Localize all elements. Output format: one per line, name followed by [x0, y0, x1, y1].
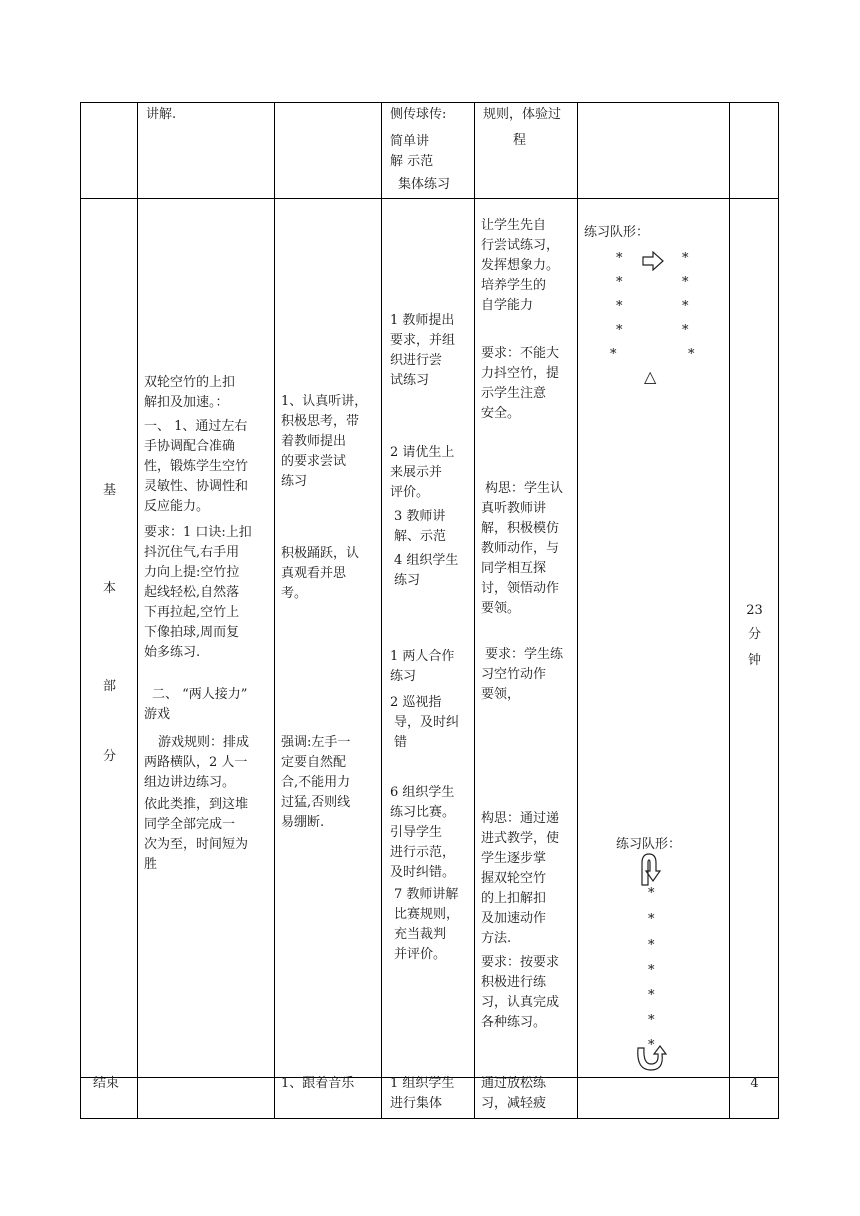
teacher-line: 1 组织学生 [390, 1076, 455, 1091]
table-row [81, 199, 779, 1078]
student-text: 1、跟着音乐 [281, 1076, 355, 1091]
teacher-cell [382, 1078, 475, 1119]
teacher-paragraph: 6 组织学生 练习比赛。 引导学生 进行示范， 及时纠错。 [390, 785, 456, 880]
section-char: 本 [103, 581, 117, 596]
star-marker: * [682, 299, 689, 314]
intent-line: 规则，体验过 [483, 107, 562, 122]
star-marker: * [648, 988, 655, 1003]
star-marker: * [682, 323, 689, 338]
curved-arrow-down-icon [634, 1044, 668, 1074]
star-marker: * [648, 1013, 655, 1028]
intent-paragraph: 要求：学生练 习空竹动作 要领， [481, 647, 564, 702]
section-cell [81, 199, 138, 1078]
teacher-paragraph: 2 请优生上 来展示并 评价。 [390, 445, 455, 500]
star-marker: * [616, 323, 623, 338]
time-cell [730, 199, 779, 1078]
section-cell [81, 1078, 138, 1119]
formation-label: 练习队形： [584, 225, 650, 240]
content-paragraph: 双轮空竹的上扣 解扣及加速。： [144, 375, 236, 410]
teacher-paragraph: 7 教师讲解 比赛规则， 充当裁判 并评价。 [394, 887, 460, 962]
content-paragraph: 要求：1 口诀:上扣 抖沉住气,右手用 力向上提:空竹拉 起线轻松,自然落 下再拉起,空竹上 下像拍球,周而复 始多练习. [144, 525, 252, 660]
formation-cell [578, 103, 730, 199]
intent-paragraph: 要求：按要求 积极进行练 习，认真完成 各种练习。 [481, 955, 560, 1030]
teacher-paragraph: 2 巡视指 导，及时纠 错 [390, 695, 460, 750]
intent-cell [475, 1078, 578, 1119]
intent-line: 通过放松练 [481, 1076, 547, 1091]
section-char: 分 [103, 749, 117, 764]
intent-cell [475, 103, 578, 199]
content-paragraph: 游戏规则：排成 两路横队，2 人一 组边讲边练习。 [144, 735, 250, 790]
content-cell [138, 199, 275, 1078]
teacher-paragraph: 4 组织学生 练习 [394, 553, 459, 588]
teacher-line: 简单讲 [390, 134, 430, 149]
teacher-triangle-icon: △ [644, 367, 657, 386]
section-char: 部 [103, 679, 117, 694]
star-marker: * [648, 886, 655, 901]
intent-cell [475, 199, 578, 1078]
star-marker: * [616, 251, 623, 266]
star-marker: * [688, 347, 695, 362]
intent-paragraph: 构思：学生认 真听教师讲 解，积极模仿 教师动作，与 同学相互探 讨，领悟动作 要领。 [481, 481, 564, 616]
star-marker: * [616, 275, 623, 290]
star-marker: * [648, 912, 655, 927]
intent-paragraph: 构思：通过递 进式教学，使 学生逐步掌 握双轮空竹 的上扣解扣 及加速动作 方法. [481, 811, 560, 946]
formation-cell [578, 1078, 730, 1119]
teacher-paragraph: 1 两人合作 练习 [390, 649, 455, 684]
lesson-plan-table [80, 102, 779, 1119]
intent-line: 习，减轻疲 [481, 1096, 547, 1111]
content-paragraph: 二、 “两人接力” 游戏 [144, 687, 248, 722]
student-paragraph: 强调:左手一 定要自然配 合,不能用力 过猛,否则线 易绷断. [281, 735, 351, 830]
student-paragraph: 积极踊跃，认 真观看并思 考。 [281, 546, 360, 601]
teacher-line: 解 示范 [390, 154, 434, 169]
student-cell [275, 103, 382, 199]
teacher-line: 进行集体 [390, 1096, 443, 1111]
time-value: 4 [750, 1076, 759, 1091]
intent-paragraph: 要求：不能大 力抖空竹，提 示学生注意 安全。 [481, 346, 560, 421]
star-marker: * [648, 1038, 655, 1053]
time-unit-char: 分 [747, 627, 761, 642]
teacher-cell [382, 199, 475, 1078]
student-paragraph: 1、认真听讲， 积极思考，带 着教师提出 的要求尝试 练习 [281, 394, 368, 489]
content-text: 讲解. [146, 107, 177, 122]
time-cell [730, 1078, 779, 1119]
star-marker: * [616, 299, 623, 314]
star-marker: * [610, 347, 617, 362]
content-paragraph: 一、 1、通过左右 手协调配合准确 性，锻炼学生空竹 灵敏性、协调性和 反应能力。 [144, 419, 249, 514]
teacher-paragraph: 3 教师讲 解、示范 [394, 509, 447, 544]
teacher-paragraph: 1 教师提出 要求，并组 织进行尝 试练习 [390, 313, 456, 388]
star-marker: * [648, 963, 655, 978]
section-char: 基 [103, 483, 117, 498]
star-marker: * [648, 938, 655, 953]
content-paragraph: 依此类推，到这堆 同学全部完成一 次为至，时间短为 胜 [144, 797, 249, 872]
teacher-line: 侧传球传: [390, 107, 447, 122]
content-cell [138, 103, 275, 199]
table-row [81, 103, 779, 199]
star-marker: * [682, 275, 689, 290]
right-arrow-icon [642, 251, 664, 271]
formation-cell [578, 199, 730, 1078]
time-value: 23 [746, 603, 763, 618]
student-cell [275, 199, 382, 1078]
teacher-cell [382, 103, 475, 199]
content-cell [138, 1078, 275, 1119]
time-unit-char: 钟 [747, 653, 761, 668]
teacher-line: 集体练习 [398, 177, 451, 192]
curved-arrow-up-icon [636, 851, 662, 887]
section-label: 结束 [93, 1076, 120, 1091]
student-cell [275, 1078, 382, 1119]
star-marker: * [682, 251, 689, 266]
time-cell [730, 103, 779, 199]
intent-paragraph: 让学生先自 行尝试练习， 发挥想象力。 培养学生的 自学能力 [481, 218, 560, 313]
section-cell [81, 103, 138, 199]
table-row [81, 1078, 779, 1119]
formation-label: 练习队形： [616, 837, 682, 852]
intent-line: 程 [513, 133, 527, 148]
